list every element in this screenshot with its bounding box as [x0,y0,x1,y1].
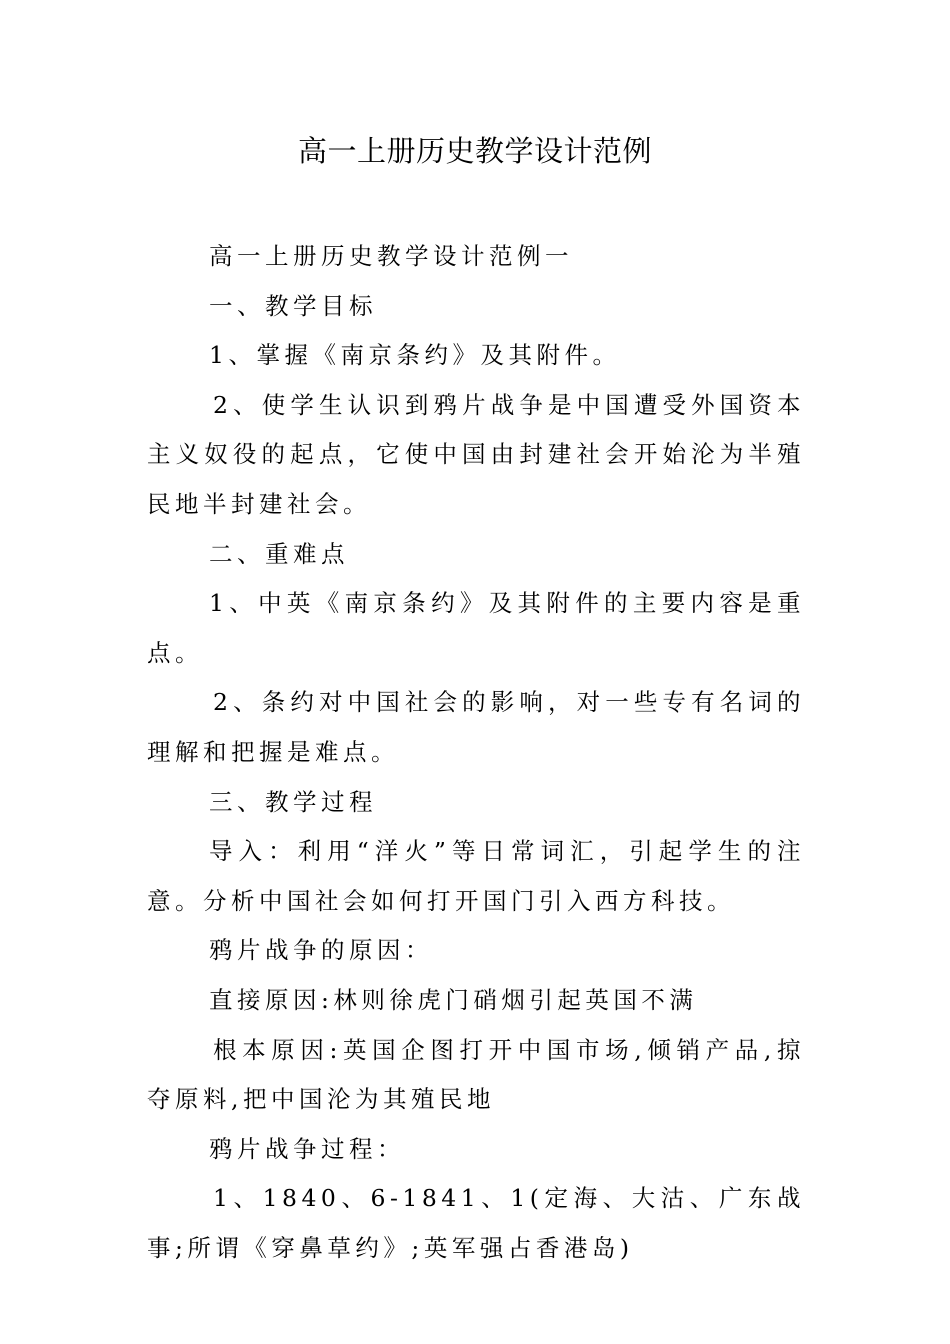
section-heading-key-points: 二、重难点 [209,539,349,568]
war-causes-heading: 鸦片战争的原因： [209,936,433,965]
document-title: 高一上册历史教学设计范例 [297,134,652,168]
goal-item-2: 2、使学生认识到鸦片战争是中国遭受外国资本主义奴役的起点，它使中国由封建社会开始沦为半殖民地半封建社会。 [147,390,805,518]
section-heading-example-one: 高一上册历史教学设计范例一 [209,242,573,270]
direct-cause: 直接原因:林则徐虎门硝烟引起英国不满 [209,985,698,1014]
war-process-item-1: 1、1840、6-1841、1(定海、大沽、广东战事;所谓《穿鼻草约》;英军强占香港岛) [147,1184,805,1262]
goal-item-1: 1、掌握《南京条约》及其附件。 [209,341,621,370]
key-point-item-1: 1、中英《南京条约》及其附件的主要内容是重点。 [147,589,805,667]
section-heading-teaching-process: 三、教学过程 [209,787,377,816]
document-body [147,232,805,1273]
key-point-item-2: 2、条约对中国社会的影响，对一些专有名词的理解和把握是难点。 [147,688,805,766]
section-heading-teaching-goals: 一、教学目标 [209,291,377,320]
root-cause: 根本原因:英国企图打开中国市场,倾销产品,掠夺原料,把中国沦为其殖民地 [147,1035,805,1114]
war-process-heading: 鸦片战争过程： [209,1134,405,1163]
process-introduction: 导入：利用“洋火”等日常词汇，引起学生的注意。分析中国社会如何打开国门引入西方科技。 [147,837,805,915]
